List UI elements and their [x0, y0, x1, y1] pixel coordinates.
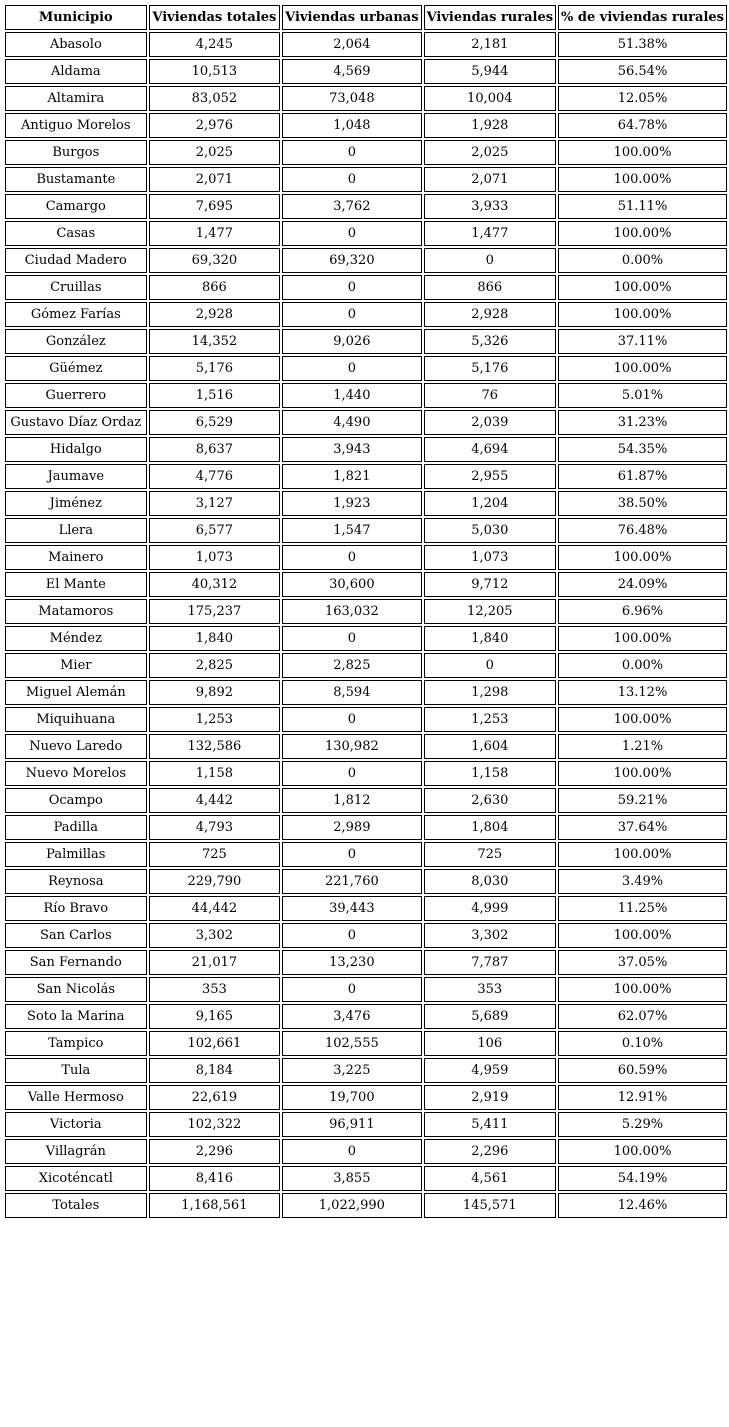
cell-viviendas-totales: 44,442	[149, 896, 281, 921]
cell-viviendas-urbanas: 221,760	[282, 869, 421, 894]
cell-viviendas-totales: 4,245	[149, 32, 281, 57]
cell-viviendas-totales: 1,253	[149, 707, 281, 732]
cell-viviendas-urbanas: 0	[282, 626, 421, 651]
cell-viviendas-rurales: 1,804	[424, 815, 556, 840]
cell-municipio: Nuevo Morelos	[5, 761, 147, 786]
cell-municipio: Valle Hermoso	[5, 1085, 147, 1110]
cell-porcentaje-rurales: 62.07%	[558, 1004, 727, 1029]
cell-viviendas-rurales: 1,253	[424, 707, 556, 732]
cell-viviendas-urbanas: 0	[282, 842, 421, 867]
cell-viviendas-urbanas: 0	[282, 140, 421, 165]
cell-viviendas-totales: 6,577	[149, 518, 281, 543]
cell-municipio: Güémez	[5, 356, 147, 381]
table-row	[5, 221, 727, 246]
cell-viviendas-rurales: 1,158	[424, 761, 556, 786]
cell-viviendas-totales: 5,176	[149, 356, 281, 381]
cell-municipio: San Carlos	[5, 923, 147, 948]
header-row	[5, 5, 727, 30]
cell-porcentaje-rurales: 76.48%	[558, 518, 727, 543]
cell-viviendas-rurales: 5,411	[424, 1112, 556, 1137]
header-viviendas-urbanas: Viviendas urbanas	[282, 5, 421, 30]
cell-municipio: Gustavo Díaz Ordaz	[5, 410, 147, 435]
cell-porcentaje-rurales: 12.46%	[558, 1193, 727, 1218]
cell-porcentaje-rurales: 12.91%	[558, 1085, 727, 1110]
cell-porcentaje-rurales: 54.19%	[558, 1166, 727, 1191]
cell-viviendas-totales: 4,793	[149, 815, 281, 840]
table-row	[5, 707, 727, 732]
cell-viviendas-urbanas: 1,022,990	[282, 1193, 421, 1218]
cell-viviendas-urbanas: 130,982	[282, 734, 421, 759]
cell-viviendas-rurales: 4,959	[424, 1058, 556, 1083]
cell-viviendas-rurales: 9,712	[424, 572, 556, 597]
cell-municipio: González	[5, 329, 147, 354]
cell-viviendas-urbanas: 3,762	[282, 194, 421, 219]
table-body	[5, 32, 727, 1218]
cell-municipio: Ciudad Madero	[5, 248, 147, 273]
cell-porcentaje-rurales: 100.00%	[558, 1139, 727, 1164]
cell-porcentaje-rurales: 100.00%	[558, 707, 727, 732]
table-row	[5, 869, 727, 894]
cell-viviendas-urbanas: 3,225	[282, 1058, 421, 1083]
table-row	[5, 32, 727, 57]
cell-porcentaje-rurales: 100.00%	[558, 167, 727, 192]
cell-viviendas-urbanas: 69,320	[282, 248, 421, 273]
cell-porcentaje-rurales: 37.11%	[558, 329, 727, 354]
cell-viviendas-totales: 866	[149, 275, 281, 300]
cell-viviendas-totales: 725	[149, 842, 281, 867]
cell-municipio: Camargo	[5, 194, 147, 219]
cell-viviendas-urbanas: 9,026	[282, 329, 421, 354]
table-row	[5, 302, 727, 327]
cell-viviendas-totales: 1,073	[149, 545, 281, 570]
cell-viviendas-rurales: 145,571	[424, 1193, 556, 1218]
cell-municipio: Burgos	[5, 140, 147, 165]
cell-viviendas-urbanas: 39,443	[282, 896, 421, 921]
cell-viviendas-urbanas: 3,855	[282, 1166, 421, 1191]
table-row	[5, 194, 727, 219]
cell-municipio: Gómez Farías	[5, 302, 147, 327]
cell-municipio: Palmillas	[5, 842, 147, 867]
cell-viviendas-totales: 2,071	[149, 167, 281, 192]
cell-viviendas-rurales: 2,025	[424, 140, 556, 165]
cell-viviendas-rurales: 4,694	[424, 437, 556, 462]
cell-viviendas-urbanas: 0	[282, 707, 421, 732]
cell-municipio: Nuevo Laredo	[5, 734, 147, 759]
cell-viviendas-rurales: 0	[424, 248, 556, 273]
cell-viviendas-totales: 2,976	[149, 113, 281, 138]
cell-viviendas-totales: 83,052	[149, 86, 281, 111]
table-row	[5, 626, 727, 651]
cell-viviendas-totales: 69,320	[149, 248, 281, 273]
cell-viviendas-urbanas: 0	[282, 977, 421, 1002]
cell-porcentaje-rurales: 12.05%	[558, 86, 727, 111]
cell-viviendas-rurales: 76	[424, 383, 556, 408]
cell-municipio: Victoria	[5, 1112, 147, 1137]
cell-porcentaje-rurales: 51.38%	[558, 32, 727, 57]
cell-porcentaje-rurales: 1.21%	[558, 734, 727, 759]
cell-viviendas-rurales: 1,840	[424, 626, 556, 651]
cell-viviendas-rurales: 106	[424, 1031, 556, 1056]
table-row	[5, 329, 727, 354]
cell-viviendas-totales: 22,619	[149, 1085, 281, 1110]
cell-viviendas-totales: 2,825	[149, 653, 281, 678]
cell-porcentaje-rurales: 61.87%	[558, 464, 727, 489]
cell-viviendas-rurales: 2,039	[424, 410, 556, 435]
cell-porcentaje-rurales: 56.54%	[558, 59, 727, 84]
cell-viviendas-urbanas: 4,490	[282, 410, 421, 435]
table-row	[5, 410, 727, 435]
cell-viviendas-totales: 14,352	[149, 329, 281, 354]
table-row	[5, 680, 727, 705]
cell-viviendas-urbanas: 163,032	[282, 599, 421, 624]
table-row	[5, 167, 727, 192]
cell-municipio: Miquihuana	[5, 707, 147, 732]
table-row	[5, 572, 727, 597]
cell-viviendas-rurales: 2,181	[424, 32, 556, 57]
cell-viviendas-urbanas: 3,476	[282, 1004, 421, 1029]
cell-viviendas-urbanas: 1,547	[282, 518, 421, 543]
cell-municipio: Reynosa	[5, 869, 147, 894]
cell-viviendas-urbanas: 3,943	[282, 437, 421, 462]
cell-viviendas-rurales: 725	[424, 842, 556, 867]
cell-viviendas-rurales: 12,205	[424, 599, 556, 624]
cell-porcentaje-rurales: 100.00%	[558, 302, 727, 327]
table-row	[5, 383, 727, 408]
cell-porcentaje-rurales: 100.00%	[558, 761, 727, 786]
cell-viviendas-totales: 21,017	[149, 950, 281, 975]
cell-municipio: Antiguo Morelos	[5, 113, 147, 138]
cell-viviendas-urbanas: 1,440	[282, 383, 421, 408]
table-row	[5, 815, 727, 840]
table-row	[5, 59, 727, 84]
cell-viviendas-rurales: 5,326	[424, 329, 556, 354]
cell-municipio: Río Bravo	[5, 896, 147, 921]
cell-municipio: Mier	[5, 653, 147, 678]
cell-municipio: Totales	[5, 1193, 147, 1218]
cell-viviendas-rurales: 1,477	[424, 221, 556, 246]
cell-porcentaje-rurales: 24.09%	[558, 572, 727, 597]
cell-viviendas-urbanas: 0	[282, 221, 421, 246]
cell-viviendas-urbanas: 2,825	[282, 653, 421, 678]
cell-viviendas-rurales: 3,302	[424, 923, 556, 948]
cell-viviendas-rurales: 2,919	[424, 1085, 556, 1110]
cell-viviendas-rurales: 1,928	[424, 113, 556, 138]
cell-viviendas-totales: 6,529	[149, 410, 281, 435]
cell-municipio: Soto la Marina	[5, 1004, 147, 1029]
cell-municipio: Guerrero	[5, 383, 147, 408]
cell-porcentaje-rurales: 51.11%	[558, 194, 727, 219]
cell-porcentaje-rurales: 64.78%	[558, 113, 727, 138]
cell-viviendas-urbanas: 0	[282, 545, 421, 570]
header-porcentaje-rurales: % de viviendas rurales	[558, 5, 727, 30]
cell-porcentaje-rurales: 100.00%	[558, 545, 727, 570]
cell-municipio: Miguel Alemán	[5, 680, 147, 705]
cell-viviendas-urbanas: 19,700	[282, 1085, 421, 1110]
cell-porcentaje-rurales: 59.21%	[558, 788, 727, 813]
cell-viviendas-urbanas: 1,821	[282, 464, 421, 489]
table-row	[5, 518, 727, 543]
cell-porcentaje-rurales: 100.00%	[558, 356, 727, 381]
cell-viviendas-urbanas: 4,569	[282, 59, 421, 84]
cell-viviendas-rurales: 1,073	[424, 545, 556, 570]
table-row	[5, 437, 727, 462]
cell-porcentaje-rurales: 100.00%	[558, 626, 727, 651]
cell-porcentaje-rurales: 60.59%	[558, 1058, 727, 1083]
cell-viviendas-totales: 229,790	[149, 869, 281, 894]
cell-municipio: Casas	[5, 221, 147, 246]
cell-viviendas-rurales: 866	[424, 275, 556, 300]
cell-municipio: Altamira	[5, 86, 147, 111]
cell-porcentaje-rurales: 37.64%	[558, 815, 727, 840]
cell-viviendas-totales: 2,025	[149, 140, 281, 165]
cell-porcentaje-rurales: 31.23%	[558, 410, 727, 435]
cell-viviendas-urbanas: 73,048	[282, 86, 421, 111]
cell-viviendas-rurales: 0	[424, 653, 556, 678]
cell-viviendas-urbanas: 0	[282, 923, 421, 948]
cell-porcentaje-rurales: 100.00%	[558, 221, 727, 246]
cell-porcentaje-rurales: 11.25%	[558, 896, 727, 921]
cell-viviendas-totales: 175,237	[149, 599, 281, 624]
cell-viviendas-totales: 102,322	[149, 1112, 281, 1137]
cell-viviendas-totales: 8,637	[149, 437, 281, 462]
cell-municipio: Tula	[5, 1058, 147, 1083]
cell-porcentaje-rurales: 100.00%	[558, 140, 727, 165]
cell-viviendas-totales: 1,168,561	[149, 1193, 281, 1218]
cell-porcentaje-rurales: 0.00%	[558, 248, 727, 273]
cell-viviendas-rurales: 7,787	[424, 950, 556, 975]
cell-viviendas-totales: 40,312	[149, 572, 281, 597]
cell-viviendas-rurales: 1,604	[424, 734, 556, 759]
cell-municipio: Jiménez	[5, 491, 147, 516]
cell-viviendas-rurales: 4,999	[424, 896, 556, 921]
housing-table	[3, 3, 729, 1220]
cell-viviendas-urbanas: 0	[282, 1139, 421, 1164]
cell-viviendas-rurales: 353	[424, 977, 556, 1002]
cell-viviendas-urbanas: 30,600	[282, 572, 421, 597]
header-municipio: Municipio	[5, 5, 147, 30]
cell-viviendas-totales: 10,513	[149, 59, 281, 84]
cell-viviendas-rurales: 2,928	[424, 302, 556, 327]
table-row	[5, 734, 727, 759]
cell-viviendas-urbanas: 0	[282, 302, 421, 327]
cell-viviendas-urbanas: 0	[282, 761, 421, 786]
cell-municipio: Bustamante	[5, 167, 147, 192]
cell-municipio: Mainero	[5, 545, 147, 570]
cell-viviendas-rurales: 4,561	[424, 1166, 556, 1191]
cell-viviendas-totales: 8,184	[149, 1058, 281, 1083]
cell-municipio: Matamoros	[5, 599, 147, 624]
cell-viviendas-rurales: 5,944	[424, 59, 556, 84]
cell-porcentaje-rurales: 13.12%	[558, 680, 727, 705]
cell-viviendas-rurales: 10,004	[424, 86, 556, 111]
cell-porcentaje-rurales: 37.05%	[558, 950, 727, 975]
cell-municipio: Hidalgo	[5, 437, 147, 462]
table-row	[5, 896, 727, 921]
cell-viviendas-rurales: 1,204	[424, 491, 556, 516]
cell-municipio: Llera	[5, 518, 147, 543]
cell-viviendas-rurales: 2,296	[424, 1139, 556, 1164]
cell-viviendas-totales: 2,928	[149, 302, 281, 327]
table-row	[5, 248, 727, 273]
cell-viviendas-totales: 4,776	[149, 464, 281, 489]
cell-municipio: Ocampo	[5, 788, 147, 813]
cell-porcentaje-rurales: 100.00%	[558, 842, 727, 867]
cell-municipio: Aldama	[5, 59, 147, 84]
cell-viviendas-rurales: 1,298	[424, 680, 556, 705]
cell-municipio: San Nicolás	[5, 977, 147, 1002]
cell-viviendas-rurales: 2,071	[424, 167, 556, 192]
table-row	[5, 977, 727, 1002]
cell-porcentaje-rurales: 5.01%	[558, 383, 727, 408]
cell-viviendas-totales: 1,516	[149, 383, 281, 408]
cell-viviendas-rurales: 5,030	[424, 518, 556, 543]
cell-viviendas-totales: 2,296	[149, 1139, 281, 1164]
table-row	[5, 842, 727, 867]
cell-municipio: Méndez	[5, 626, 147, 651]
table-row	[5, 491, 727, 516]
cell-municipio: Jaumave	[5, 464, 147, 489]
cell-viviendas-urbanas: 0	[282, 275, 421, 300]
header-viviendas-rurales: Viviendas rurales	[424, 5, 556, 30]
cell-viviendas-totales: 9,892	[149, 680, 281, 705]
table-row	[5, 113, 727, 138]
cell-municipio: Abasolo	[5, 32, 147, 57]
table-row	[5, 761, 727, 786]
header-viviendas-totales: Viviendas totales	[149, 5, 281, 30]
table-row	[5, 1031, 727, 1056]
cell-viviendas-urbanas: 0	[282, 356, 421, 381]
table-row	[5, 86, 727, 111]
cell-viviendas-rurales: 5,689	[424, 1004, 556, 1029]
cell-porcentaje-rurales: 38.50%	[558, 491, 727, 516]
cell-municipio: Xicoténcatl	[5, 1166, 147, 1191]
cell-viviendas-urbanas: 1,048	[282, 113, 421, 138]
cell-viviendas-urbanas: 102,555	[282, 1031, 421, 1056]
cell-viviendas-rurales: 3,933	[424, 194, 556, 219]
cell-viviendas-rurales: 8,030	[424, 869, 556, 894]
cell-viviendas-urbanas: 1,923	[282, 491, 421, 516]
table-row	[5, 923, 727, 948]
cell-porcentaje-rurales: 100.00%	[558, 275, 727, 300]
cell-porcentaje-rurales: 0.10%	[558, 1031, 727, 1056]
table-row	[5, 464, 727, 489]
cell-municipio: Villagrán	[5, 1139, 147, 1164]
table-row	[5, 140, 727, 165]
cell-porcentaje-rurales: 54.35%	[558, 437, 727, 462]
table-row	[5, 1058, 727, 1083]
cell-viviendas-totales: 9,165	[149, 1004, 281, 1029]
table-row	[5, 599, 727, 624]
table-row	[5, 950, 727, 975]
cell-municipio: Tampico	[5, 1031, 147, 1056]
cell-viviendas-urbanas: 1,812	[282, 788, 421, 813]
cell-municipio: San Fernando	[5, 950, 147, 975]
cell-viviendas-rurales: 5,176	[424, 356, 556, 381]
table-header	[5, 5, 727, 30]
cell-viviendas-urbanas: 2,064	[282, 32, 421, 57]
cell-porcentaje-rurales: 100.00%	[558, 977, 727, 1002]
cell-viviendas-totales: 1,158	[149, 761, 281, 786]
table-row	[5, 356, 727, 381]
cell-viviendas-totales: 353	[149, 977, 281, 1002]
cell-viviendas-totales: 3,302	[149, 923, 281, 948]
cell-viviendas-rurales: 2,955	[424, 464, 556, 489]
cell-porcentaje-rurales: 0.00%	[558, 653, 727, 678]
cell-viviendas-urbanas: 2,989	[282, 815, 421, 840]
cell-viviendas-totales: 3,127	[149, 491, 281, 516]
table-row	[5, 1004, 727, 1029]
cell-municipio: El Mante	[5, 572, 147, 597]
table-row	[5, 653, 727, 678]
cell-viviendas-urbanas: 96,911	[282, 1112, 421, 1137]
table-row	[5, 1085, 727, 1110]
cell-viviendas-urbanas: 13,230	[282, 950, 421, 975]
cell-viviendas-totales: 7,695	[149, 194, 281, 219]
cell-porcentaje-rurales: 3.49%	[558, 869, 727, 894]
cell-viviendas-totales: 8,416	[149, 1166, 281, 1191]
totals-row	[5, 1193, 727, 1218]
cell-viviendas-totales: 4,442	[149, 788, 281, 813]
cell-porcentaje-rurales: 5.29%	[558, 1112, 727, 1137]
table-row	[5, 1166, 727, 1191]
cell-viviendas-totales: 132,586	[149, 734, 281, 759]
table-row	[5, 788, 727, 813]
table-row	[5, 545, 727, 570]
cell-viviendas-urbanas: 8,594	[282, 680, 421, 705]
cell-viviendas-totales: 1,840	[149, 626, 281, 651]
cell-viviendas-rurales: 2,630	[424, 788, 556, 813]
cell-viviendas-urbanas: 0	[282, 167, 421, 192]
cell-municipio: Cruillas	[5, 275, 147, 300]
table-row	[5, 1139, 727, 1164]
cell-porcentaje-rurales: 100.00%	[558, 923, 727, 948]
cell-viviendas-totales: 1,477	[149, 221, 281, 246]
table-row	[5, 1112, 727, 1137]
cell-municipio: Padilla	[5, 815, 147, 840]
cell-porcentaje-rurales: 6.96%	[558, 599, 727, 624]
table-row	[5, 275, 727, 300]
cell-viviendas-totales: 102,661	[149, 1031, 281, 1056]
